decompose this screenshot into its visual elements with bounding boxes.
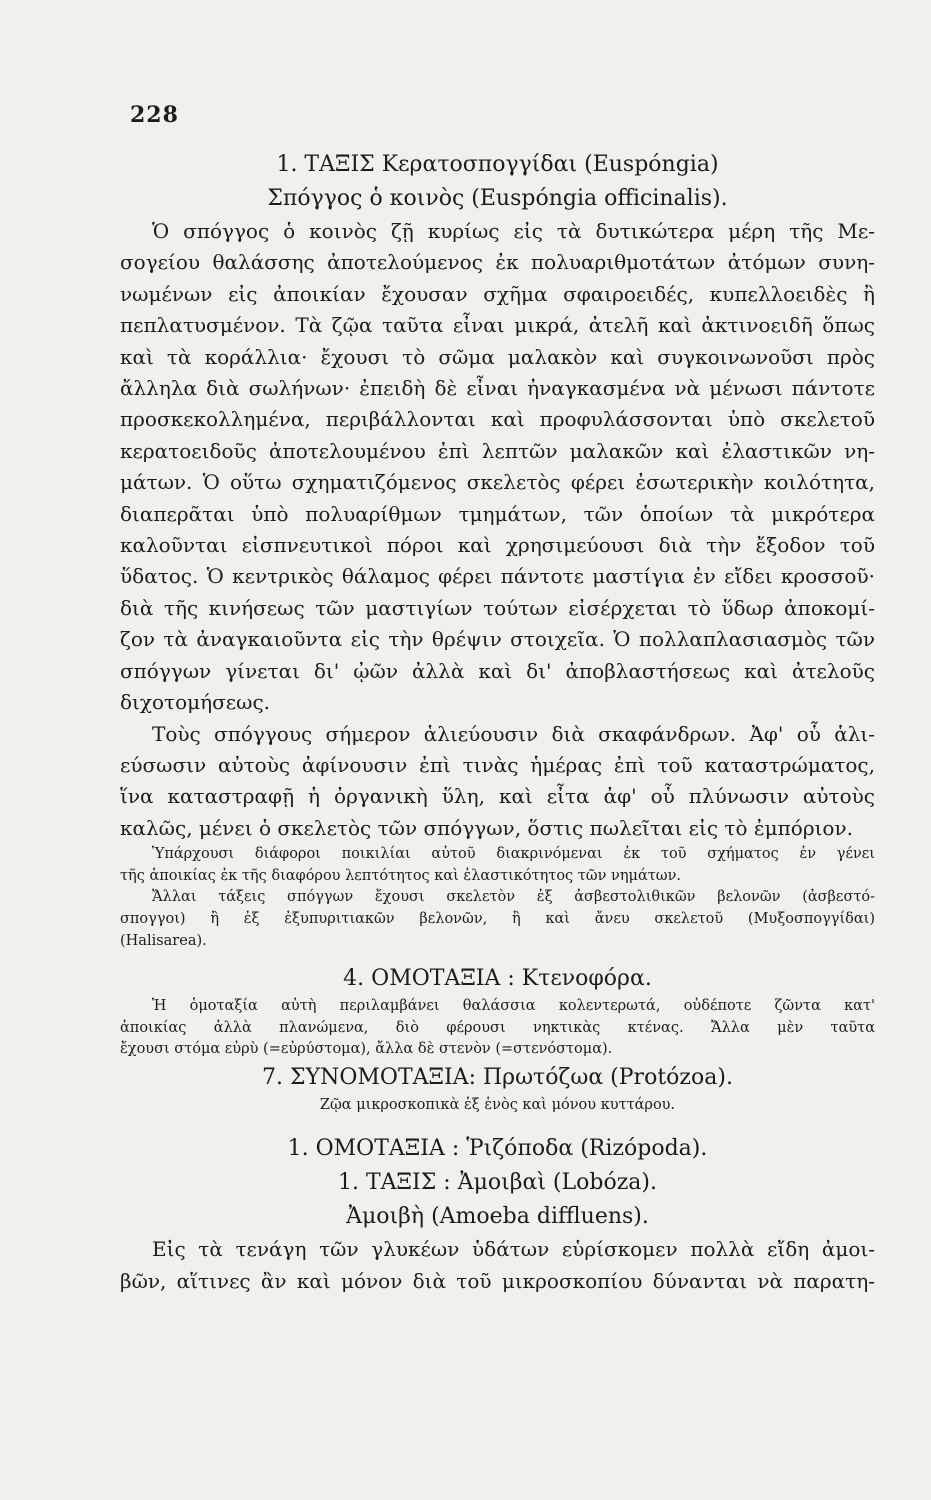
text-line: Εἰς τὰ τενάγη τῶν γλυκέων ὑδάτων εὑρίσκομεν πολλὰ εἴδη ἀμοι- <box>152 1237 875 1262</box>
text-line: ἵνα καταστραφῇ ἡ ὀργανικὴ ὕλη, καὶ εἶτα ἀφ' οὗ πλύνωσιν αὐτοὺς <box>120 784 875 809</box>
section-heading-rhizopoda: 1. ΟΜΟΤΑΞΙΑ : Ῥιζόποδα (Rizópoda). <box>287 1136 708 1162</box>
text-line: διὰ τῆς κινήσεως τῶν μαστιγίων τούτων εἰσέρχεται τὸ ὕδωρ ἀποκομί- <box>120 595 875 620</box>
text-line: καὶ τὰ κοράλλια· ἔχουσι τὸ σῶμα μαλακὸν καὶ συγκοινωνοῦσι πρὸς <box>120 344 875 369</box>
protozoa-subtitle: Ζῷα μικροσκοπικὰ ἐξ ἑνὸς καὶ μόνου κυττάρου. <box>319 1096 676 1113</box>
paragraph-sponge-description <box>120 216 875 719</box>
text-line: σογείου θαλάσσης ἀποτελούμενος ἐκ πολυαριθμοτάτων ἀτόμων συνη- <box>120 250 875 275</box>
text-line: διαπερᾶται ὑπὸ πολυαρίθμων τμημάτων, τῶν ὁποίων τὰ μικρότερα <box>120 501 875 526</box>
ctenophora-description <box>120 996 875 1061</box>
species-heading-amoeba: Ἀμοιβὴ (Amoeba diffluens). <box>346 1204 649 1230</box>
text-line: νωμένων εἰς ἀποικίαν ἔχουσαν σχῆμα σφαιροειδές, κυπελλοειδὲς ἢ <box>120 281 875 306</box>
text-line: εύσωσιν αὐτοὺς ἀφίνουσιν ἐπὶ τινὰς ἡμέρας ἐπὶ τοῦ καταστρώματος, <box>120 752 875 777</box>
page-number: 228 <box>130 102 179 128</box>
order-heading-loboza: 1. ΤΑΞΙΣ : Ἀμοιβαὶ (Lobóza). <box>338 1170 657 1196</box>
note-line: σπογγοι) ἢ ἐξ ἐξυπυριτιακῶν βελονῶν, ἢ καὶ ἄνευ σκελετοῦ (Μυξοσπογγίδαι) <box>120 910 875 927</box>
note-line: ἀποικίας ἀλλὰ πλανώμενα, διὸ φέρουσι νηκτικὰς κτένας. Ἄλλα μὲν ταῦτα <box>120 1019 875 1036</box>
note-line: Ὑπάρχουσι διάφοροι ποικιλίαι αὐτοῦ διακρινόμεναι ἐκ τοῦ σχήματος ἐν γένει <box>152 846 875 863</box>
text-line: ἄλληλα διὰ σωλήνων· ἐπειδὴ δὲ εἶναι ἠναγκασμένα νὰ μένωσι πάντοτε <box>120 376 875 401</box>
paragraph-amoeba <box>120 1234 875 1297</box>
footnote-varieties <box>120 844 875 887</box>
text-line: καλῶς, μένει ὁ σκελετὸς τῶν σπόγγων, ὅστις πωλεῖται εἰς τὸ ἐμπόριον. <box>120 815 853 840</box>
section-heading-protozoa: 7. ΣΥΝΟΜΟΤΑΞΙΑ: Πρωτόζωα (Protózoa). <box>262 1064 733 1090</box>
text-line: Τοὺς σπόγγους σήμερον ἁλιεύουσιν διὰ σκαφάνδρων. Ἀφ' οὗ ἁλι- <box>152 721 875 746</box>
page-content <box>120 148 875 1297</box>
text-line: καλοῦνται εἰσπνευτικοὶ πόροι καὶ χρησιμεύουσι διὰ τὴν ἔξοδον τοῦ <box>120 533 875 558</box>
note-line: τῆς ἀποικίας ἐκ τῆς διαφόρου λεπτότητος καὶ ἐλαστικότητος τῶν νημάτων. <box>120 867 682 884</box>
note-line: ἔχουσι στόμα εὐρὺ (=εὐρύστομα), ἄλλα δὲ στενὸν (=στενόστομα). <box>120 1041 613 1058</box>
text-line: Ὁ σπόγγος ὁ κοινὸς ζῇ κυρίως εἰς τὰ δυτικώτερα μέρη τῆς Με- <box>152 219 875 243</box>
text-line: προσκεκολλημένα, περιβάλλονται καὶ προφυλάσσονται ὑπὸ σκελετοῦ <box>120 407 875 432</box>
footnote-other-orders <box>120 887 875 952</box>
text-line: βῶν, αἵτινες ἂν καὶ μόνον διὰ τοῦ μικροσκοπίου δύνανται νὰ παρατη- <box>120 1268 875 1293</box>
section-heading-ctenophora: 4. ΟΜΟΤΑΞΙΑ : Κτενοφόρα. <box>343 966 652 992</box>
note-line: Ἡ ὁμοταξία αὐτὴ περιλαμβάνει θαλάσσια κολεντερωτά, οὐδέποτε ζῶντα κατ' <box>152 998 875 1015</box>
note-line: Ἄλλαι τάξεις σπόγγων ἔχουσι σκελετὸν ἐξ ἀσβεστολιθικῶν βελονῶν (ἀσβεστό- <box>152 889 875 906</box>
text-line: μάτων. Ὁ οὕτω σχηματιζόμενος σκελετὸς φέρει ἐσωτερικὴν κοιλότητα, <box>120 470 875 495</box>
section-heading-keratospongidai: 1. ΤΑΞΙΣ Κερατοσπογγίδαι (Euspóngia) <box>276 152 719 177</box>
text-line: διχοτομήσεως. <box>120 690 271 715</box>
text-line: πεπλατυσμένον. Τὰ ζῷα ταῦτα εἶναι μικρά, ἀτελῆ καὶ ἀκτινοειδῆ ὅπως <box>120 313 875 338</box>
text-line: σπόγγων γίνεται δι' ᾠῶν ἀλλὰ καὶ δι' ἀποβλαστήσεως καὶ ἀτελοῦς <box>120 658 875 683</box>
species-heading-euspongia: Σπόγγος ὁ κοινὸς (Euspóngia officinalis). <box>267 186 728 211</box>
paragraph-sponge-fishing <box>120 719 875 845</box>
note-line: (Halisarea). <box>120 932 207 949</box>
text-line: κερατοειδοῦς ἀποτελουμένου ἐπὶ λεπτῶν μαλακῶν καὶ ἐλαστικῶν νη- <box>120 438 875 463</box>
text-line: ὕδατος. Ὁ κεντρικὸς θάλαμος φέρει πάντοτε μαστίγια ἐν εἴδει κροσσοῦ· <box>120 564 875 589</box>
text-line: ζον τὰ ἀναγκαιοῦντα εἰς τὴν θρέψιν στοιχεῖα. Ὁ πολλαπλασιασμὸς τῶν <box>120 627 875 652</box>
